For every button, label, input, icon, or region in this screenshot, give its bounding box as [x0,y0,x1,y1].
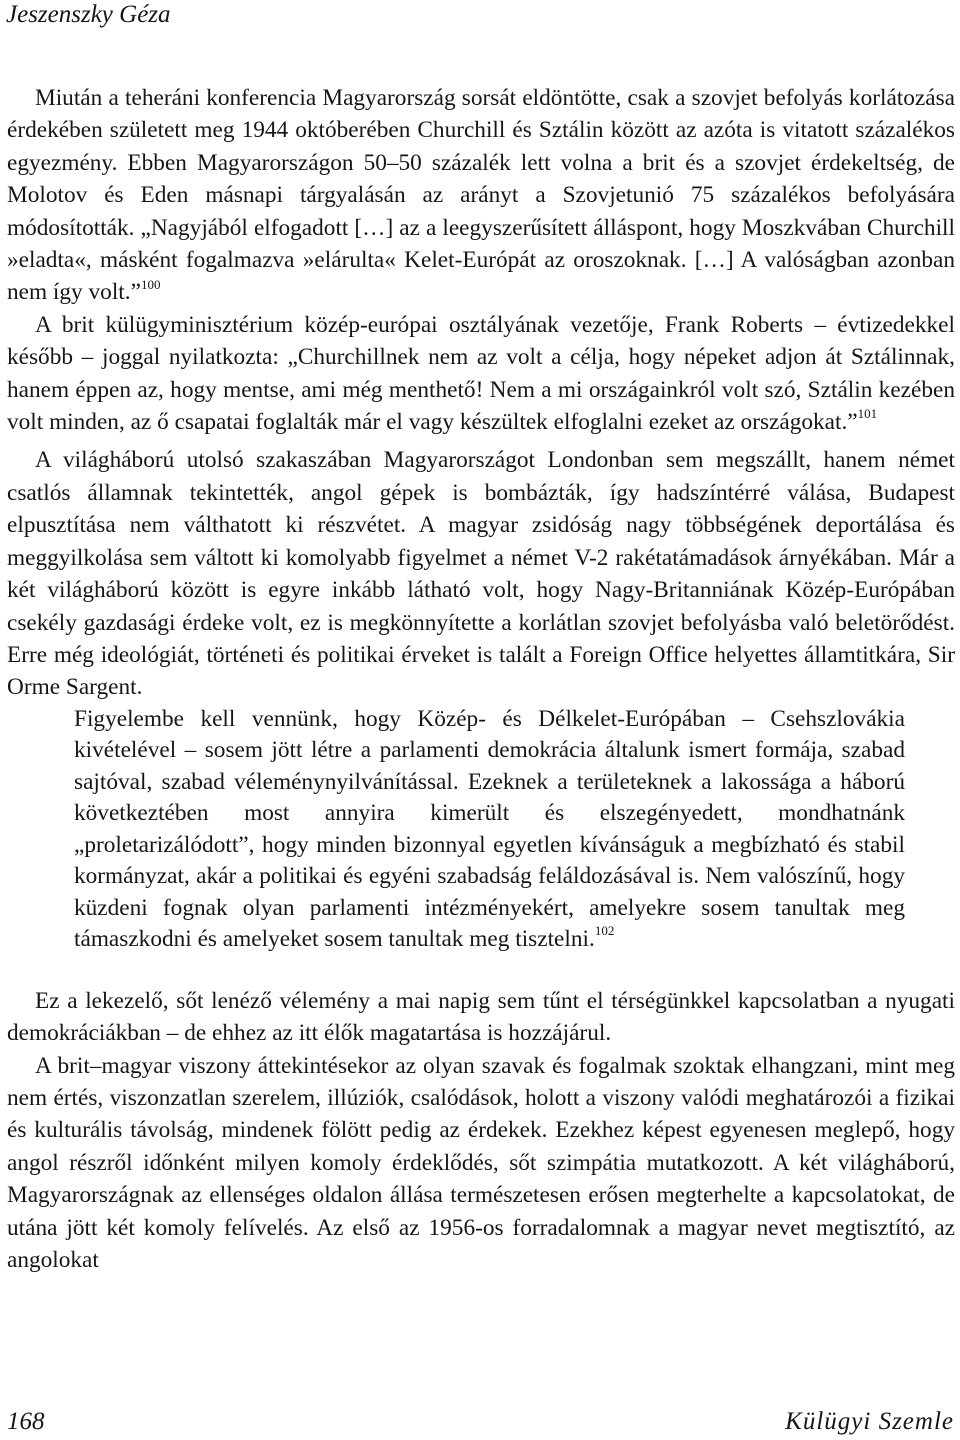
paragraph-british-hungarian-relations [7,1050,955,1277]
paragraph-dismissive-view [7,985,955,1050]
paragraph-text: Ez a lekezelő, sőt lenéző vélemény a mai napig sem tűnt el térségünkkel kapcsolatban a nyugati demokráciákban – de ehhez az itt élők magatartása is hozzájárul. [7,987,955,1047]
paragraph-text: A brit–magyar viszony áttekintésekor az olyan szavak és fogalmak szoktak elhangzani, mint meg nem értés, viszonzatlan szerelem, illúziók, csalódások, holott a viszony valódi meghatározói a fizikai és kulturális távolság, mindenek fölött pedig az érdekek. Ezekhez képest egyenesen meglepő, hogy angol részről időnként milyen komoly érdeklődés, sőt szimpátia mutatkozott. A két világháború, Magyarországnak az ellenséges oldalon állása természetesen erősen megterhelte a kapcsolatokat, de utána jött két komoly felívelés. Az első az 1956-os forradalomnak a magyar nevet megtisztító, az angolokat [7,1052,955,1273]
running-head-author: Jeszenszky Géza [6,1,171,28]
paragraph-tehran-conference [7,82,955,309]
page-number: 168 [7,1408,45,1435]
paragraph-text: A brit külügyminisztérium közép-európai osztályának vezetője, Frank Roberts – évtizedekkel később – joggal nyilatkozta: „Churchillnek nem az volt a célja, hogy népeket adjon át Sztálinnak, hanem éppen az, hogy mentse, ami még menthető! Nem a mi országainkról volt szó, Sztálin kezében volt minden, az ő csapatai foglalták már el vagy készültek elfoglalni ezeket az országokat.” [7,311,955,436]
paragraph-text: Miután a teheráni konferencia Magyarország sorsát eldöntötte, csak a szovjet befolyás korlátozása érdekében született meg 1944 októberében Churchill és Sztálin között az azóta is vitatott százalékos egyezmény. Ebben Magyarországon 50–50 százalék lett volna a brit és a szovjet érdekeltség, de Molotov és Eden másnapi tárgyalásán az arányt a Szovjetunió 75 százalékos befolyására módosították. „Nagyjából elfogadott […] az a leegyszerűsített álláspont, hogy Moszkvában Churchill »eladta«, másként fogalmazva »elárulta« Kelet-Európát az oroszoknak. […] A valóságban azonban nem így volt.” [7,85,955,306]
footnote-ref-101: 101 [857,406,878,422]
article-body [7,82,955,1276]
footnote-ref-100: 100 [140,276,161,292]
paragraph-frank-roberts [7,309,955,439]
journal-title: Külügyi Szemle [785,1408,954,1435]
paragraph-war-final-phase [7,444,955,703]
block-quote-orme-sargent [74,704,905,956]
quote-text: Figyelembe kell vennünk, hogy Közép- és Délkelet-Európában – Csehszlovákia kivételével – sosem jött létre a parlamenti demokrácia általunk ismert formája, szabad sajtóval, szabad véleménynyilvánítással. Ezeknek a területeknek a lakossága a háború következtében most annyira kimerült és elszegényedett, mondhatnánk „proletarizálódott”, hogy minden bizonnyal egyetlen kívánságuk a megbízható és stabil kormányzat, akár a politikai és egyéni szabadság feláldozásával is. Nem valószínű, hogy küzdeni fognak olyan parlamenti intézményekért, amelyekre sosem tanultak meg támaszkodni és amelyeket sosem tanultak meg tisztelni. [74,705,905,953]
footnote-ref-102: 102 [594,923,615,939]
paragraph-text: A világháború utolsó szakaszában Magyarországot Londonban sem megszállt, hanem német csatlós államnak tekintették, angol gépek is bombázták, így hadszíntérré válása, Budapest elpusztítása nem válthatott ki részvétet. A magyar zsidóság nagy többségének deportálása és meggyilkolása sem váltott ki komolyabb figyelmet a német V-2 rakétatámadások árnyékában. Már a két világháború között is egyre inkább látható volt, hogy Nagy-Britanniának Közép-Európában csekély gazdasági érdeke volt, ez is megkönnyítette a korlátlan szovjet befolyásba való beletörődést. Erre még ideológiát, történeti és politikai érveket is talált a Foreign Office helyettes államtitkára, Sir Orme Sargent. [7,447,955,701]
